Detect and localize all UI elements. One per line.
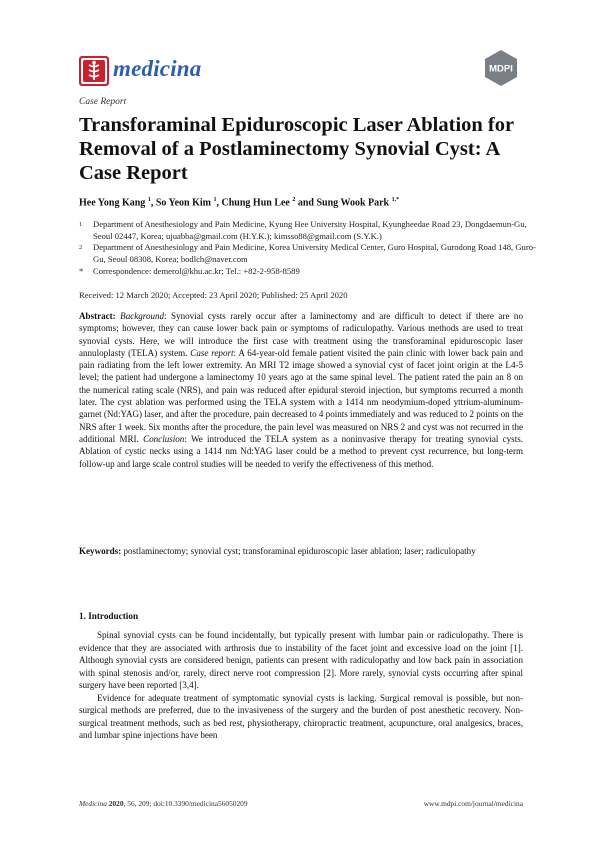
medicina-logo-icon	[79, 56, 109, 86]
abstract-conclusion-label: Conclusion	[143, 433, 185, 444]
author-sup: 2	[292, 197, 296, 203]
keywords-text: postlaminectomy; synovial cyst; transforaminal epiduroscopic laser ablation; laser; radiculopathy	[123, 546, 476, 556]
abstract	[79, 310, 523, 470]
affiliation-mark: 1	[79, 221, 83, 228]
introduction-body	[79, 629, 523, 742]
affiliation-2	[79, 242, 539, 265]
affiliation-text: Department of Anesthesiology and Pain Medicine, Kyung Hee University Hospital, Kyungheedae Road 23, Dongdaemun-Gu, Seoul 02447, Korea; ujuabba@gmail.com (H.Y.K.); kimsso88@gmail.com (S.Y.K.)	[93, 219, 527, 241]
paragraph: Spinal synovial cysts can be found incidentally, but typically present with lumbar pain or radiculopathy. There is evidence that they are associated with arthrosis due to instability of the facet joint and excessive load on the joint [1]. Although synovial cysts are considered benign, patients can present with radiculopathy and low back pain in association with spinal stenosis and/or, rarely, direct nerve root compression [2]. More rarely, synovial cysts occurring after spinal surgery have been reported [3,4].	[79, 630, 523, 690]
correspondence	[79, 266, 539, 278]
article-title: Transforaminal Epiduroscopic Laser Ablation for Removal of a Postlaminectomy Synovial Cyst: A Case Report	[79, 114, 514, 184]
correspondence-text: Correspondence: demerol@khu.ac.kr; Tel.: +82-2-958-8589	[93, 265, 300, 276]
author-name: So Yeon Kim	[155, 197, 212, 209]
affiliation-mark: *	[79, 265, 84, 276]
abstract-background-label: Background	[120, 311, 165, 321]
journal-name: medicina	[113, 56, 202, 81]
footer-year: 2020	[108, 799, 124, 808]
author-list: Hee Yong Kang $^1$, So Yeon Kim $^1$, Chung Hun Lee $^2$ and Sung Wook Park $^{1,*}$	[79, 197, 400, 209]
author-sup: 1,*	[391, 197, 400, 203]
affiliation-1	[79, 219, 539, 242]
abstract-background-text: : Synovial cysts rarely occur after a laminectomy and are difficult to detect if there are no symptoms; however, they can cause lower back pain or symptoms of radiculopathy. Various methods are used to treat synovial cysts. Here, we will introduce the first case with treatment using the transforaminal epiduroscopic laser annuloplasty (TELA) system.	[79, 311, 523, 358]
author-sup: 1	[147, 197, 151, 203]
abstract-case-label: Case report	[190, 347, 234, 358]
abstract-case-text: : A 64-year-old female patient visited the pain clinic with lower back pain and pain radiating from the left lower extremity. An MRI T2 image showed a synovial cyst of facet joint origin at the L4-5 level; the patient had undergone a laminectomy 10 years ago at the same spinal level. The patient rated the pain an 8 on the numerical rating scale (NRS), and pain was reduced after epidural steroid injection, but symptoms recurred a month later. The cyst ablation was performed using the TELA system with a 1414 nm neodymium-doped yttrium-aluminum-garnet (Nd:YAG) laser, and after the procedure, pain decreased to 4 points immediately and was reduced to 2 points on the NRS after 1 week. Six months after the procedure, the pain level was measured on NRS 2 and cyst was not recurred in the additional MRI.	[79, 347, 523, 444]
author-name: Hee Yong Kang	[79, 197, 146, 209]
abstract-label: Abstract:	[79, 311, 116, 321]
section-heading: 1. Introduction	[79, 611, 139, 621]
article-type: Case Report	[79, 97, 127, 107]
abstract-conclusion-text: : We introduced the TELA system as a noninvasive therapy for treating synovial cysts. Ablation of cystic necks using a 1414 nm Nd:YAG laser could be a method to prevent cyst recurrence, but long-term follow-up and large scale control studies will be needed to verify the effectiveness of this method.	[79, 433, 523, 469]
mdpi-logo-text: MDPI	[489, 63, 513, 75]
author-sup: 1	[213, 197, 217, 203]
footer-journal: Medicina	[79, 799, 107, 808]
footer-citation-rest: , 56, 209; doi:10.3390/medicina56050209	[123, 799, 248, 808]
affiliation-text: Department of Anesthesiology and Pain Medicine, Korea University Medical Center, Guro Hospital, Gurodong Road 148, Guro-Gu, Seoul 08308, Korea; bodlch@naver.com	[93, 242, 536, 265]
affiliations	[79, 219, 539, 278]
author-name: Sung Wook Park	[316, 197, 390, 209]
author-name: Chung Hun Lee	[221, 197, 290, 209]
paragraph: Evidence for adequate treatment of symptomatic synovial cysts is lacking. Surgical removal is possible, but non-surgical methods are preferred, due to the invasiveness of the surgery and the burden of post anesthetic recovery. Non-surgical treatment methods, such as bed rest, physiotherapy, chiropractic treatment, acupuncture, oral analgesics, braces, and lumbar spine injections have been	[79, 692, 523, 740]
publication-dates: Received: 12 March 2020; Accepted: 23 April 2020; Published: 25 April 2020	[79, 290, 348, 300]
mdpi-logo-icon	[482, 49, 520, 87]
keywords	[79, 545, 523, 557]
footer-url[interactable]: www.mdpi.com/journal/medicina	[423, 799, 523, 808]
affiliation-mark: 2	[79, 244, 83, 252]
keywords-label: Keywords:	[79, 546, 122, 556]
footer-citation	[79, 799, 248, 808]
